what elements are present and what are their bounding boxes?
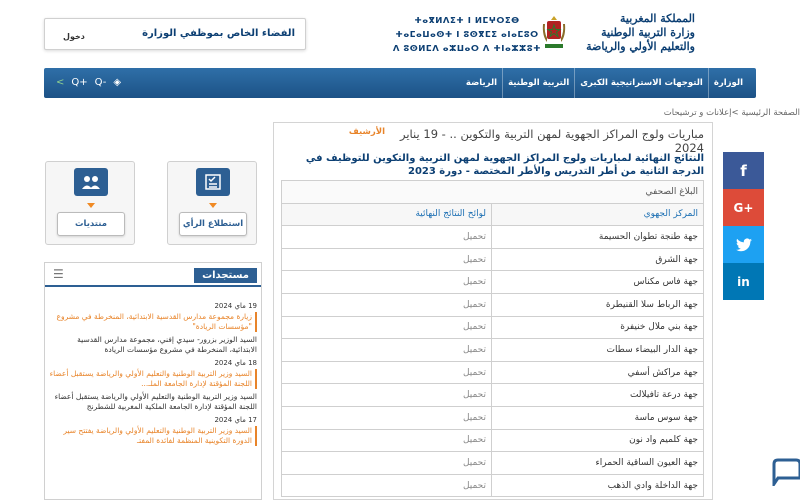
staff-space-box	[44, 18, 306, 50]
download-link[interactable]: تحميل	[282, 406, 492, 429]
poll-widget	[167, 161, 257, 245]
table-row	[282, 226, 704, 249]
ministry-ar-line: والتعليم الأولي والرياضة	[586, 40, 695, 53]
news-list	[49, 301, 257, 449]
download-link[interactable]: تحميل	[282, 452, 492, 475]
news-date: 17 ماي 2024	[214, 416, 257, 424]
region-cell: جهة الداخلة وادي الذهب	[492, 474, 704, 497]
site-header	[0, 0, 800, 68]
news-text[interactable]: السيد وزير التربية الوطنية والتعليم الأولي والرياضة يستقبل أعضاء اللجنة المؤقتة لإدارة الجامعة الملـ...	[49, 369, 257, 389]
nav-item-strategy[interactable]: التوجهات الاستراتيجية الكبرى	[574, 68, 708, 98]
table-row	[282, 384, 704, 407]
table-row	[282, 452, 704, 475]
arrow-down-icon	[87, 203, 95, 208]
ministry-name-tifinagh	[392, 14, 542, 56]
news-panel	[44, 262, 262, 500]
linkedin-icon[interactable]: in	[723, 263, 764, 300]
ministry-tf-line: ⵜⴰⴳⵍⴷⵉⵜ ⵏ ⵍⵎⵖⵔⵉⴱ	[414, 16, 520, 26]
contrast-icon[interactable]: ◈	[113, 77, 122, 88]
region-cell: جهة الشرق	[492, 248, 704, 271]
column-header-region: المركز الجهوي	[492, 203, 704, 226]
table-row	[282, 316, 704, 339]
ministry-ar-line: وزارة التربية الوطنية	[601, 26, 695, 39]
news-text[interactable]: السيد وزير التربية الوطنية والتعليم الأولي والرياضة يفتتح سير الدورة التكوينية المنظمة لفائدة المفتـ	[49, 426, 257, 446]
poll-button[interactable]: استطلاع الرأي	[179, 212, 247, 236]
news-header	[45, 263, 262, 287]
ministry-name-arabic	[555, 12, 695, 54]
download-link[interactable]: تحميل	[282, 339, 492, 362]
download-link[interactable]: تحميل	[282, 361, 492, 384]
table-header-row	[282, 203, 704, 226]
table-row	[282, 361, 704, 384]
zoom-out-icon[interactable]: Q-	[94, 77, 107, 88]
nav-item-sport[interactable]: الرياضة	[465, 78, 498, 88]
news-item[interactable]	[49, 358, 257, 389]
forums-button[interactable]: منتديات	[57, 212, 125, 236]
news-item[interactable]	[49, 335, 257, 355]
table-row	[282, 293, 704, 316]
download-link[interactable]: تحميل	[282, 474, 492, 497]
news-date: 19 ماي 2024	[214, 302, 257, 310]
region-cell: جهة الدار البيضاء سطات	[492, 339, 704, 362]
ministry-tf-line: ⵜⴰⵎⴰⵡⴰⵙⵜ ⵏ ⵓⵙⴳⵎⵉ ⴰⵏⴰⵎⵓⵔ	[395, 30, 539, 40]
table-row	[282, 429, 704, 452]
download-link[interactable]: تحميل	[282, 384, 492, 407]
region-cell: جهة العيون الساقية الحمراء	[492, 452, 704, 475]
archive-link[interactable]: الأرشيف	[348, 127, 385, 137]
forum-widget	[45, 161, 135, 245]
news-date: 18 ماي 2024	[214, 359, 257, 367]
ministry-ar-line: المملكة المغربية	[620, 12, 695, 25]
region-cell: جهة فاس مكناس	[492, 271, 704, 294]
news-item[interactable]	[49, 301, 257, 332]
region-cell: جهة درعة تافيلالت	[492, 384, 704, 407]
chat-icon[interactable]	[770, 456, 800, 486]
article-subtitle: النتائج النهائية لمباريات ولوج المراكز الجهوية لمهن التربية والتكوين للتوظيف في الدرجة الثانية من أطر التدريس والأطر المختصة - دورة 2023	[305, 153, 704, 177]
zoom-in-icon[interactable]: Q+	[71, 77, 88, 88]
download-link[interactable]: تحميل	[282, 248, 492, 271]
table-row	[282, 181, 704, 204]
download-link[interactable]: تحميل	[282, 271, 492, 294]
login-link[interactable]: دخول	[63, 32, 85, 41]
news-title: مستجدات	[194, 268, 257, 283]
share-icon[interactable]: <	[56, 77, 65, 88]
nav-item-ministry[interactable]: الوزارة	[708, 68, 748, 98]
column-header-lists: لوائح النتائج النهائية	[282, 203, 492, 226]
arrow-down-icon	[209, 203, 217, 208]
region-cell: جهة الرباط سلا القنيطرة	[492, 293, 704, 316]
results-table	[281, 180, 704, 497]
download-link[interactable]: تحميل	[282, 293, 492, 316]
table-row	[282, 474, 704, 497]
table-row	[282, 406, 704, 429]
news-text[interactable]: السيد وزير التربية الوطنية والتعليم الأولي والرياضة يستقبل أعضاء اللجنة المؤقتة لإدارة الجامعة الملكية المغربية للشطرنج	[54, 392, 257, 411]
region-cell: جهة طنجة تطوان الحسيمة	[492, 226, 704, 249]
download-link[interactable]: تحميل	[282, 429, 492, 452]
social-share-bar	[723, 152, 764, 300]
news-item[interactable]	[49, 392, 257, 412]
breadcrumb[interactable]: الصفحة الرئيسية >إعلانات و ترشيحات	[663, 108, 800, 118]
region-cell: جهة بني ملال خنيفرة	[492, 316, 704, 339]
menu-icon[interactable]: ☰	[53, 267, 64, 281]
nav-item-education[interactable]: التربية الوطنية	[502, 68, 574, 98]
news-text[interactable]: زيارة مجموعة مدارس القدسية الابتدائية، المنخرطة في مشروع "مؤسسات الريادة"	[49, 312, 257, 332]
region-cell: جهة سوس ماسة	[492, 406, 704, 429]
region-cell: جهة مراكش أسفي	[492, 361, 704, 384]
checklist-icon	[196, 168, 230, 196]
press-release-link[interactable]: البلاغ الصحفي	[282, 181, 704, 204]
people-icon	[74, 168, 108, 196]
download-link[interactable]: تحميل	[282, 316, 492, 339]
google-plus-icon[interactable]: G+	[723, 189, 764, 226]
download-link[interactable]: تحميل	[282, 226, 492, 249]
region-cell: جهة كلميم واد نون	[492, 429, 704, 452]
table-row	[282, 271, 704, 294]
table-row	[282, 248, 704, 271]
facebook-icon[interactable]: f	[723, 152, 764, 189]
news-text[interactable]: السيد الوزير بزرور- سيدي إفني، مجموعة مدارس القدسية الابتدائية، المنخرطة في مشروع مؤسسات الريادة	[77, 335, 257, 354]
table-row	[282, 339, 704, 362]
coat-of-arms-icon	[541, 14, 567, 54]
ministry-tf-line: ⴷ ⵓⵙⵍⵎⴷ ⴰⵣⵡⴰⵔ ⴷ ⵜⵏⴰⵣⵣⵓⵜ	[392, 44, 542, 54]
twitter-icon[interactable]	[723, 226, 764, 263]
main-nav	[44, 68, 756, 98]
news-item[interactable]	[49, 415, 257, 446]
staff-space-title: الفضاء الخاص بموظفي الوزارة	[142, 28, 295, 39]
page-title: مباريات ولوج المراكز الجهوية لمهن التربية والتكوين .. - 19 يناير 2024	[400, 127, 704, 155]
